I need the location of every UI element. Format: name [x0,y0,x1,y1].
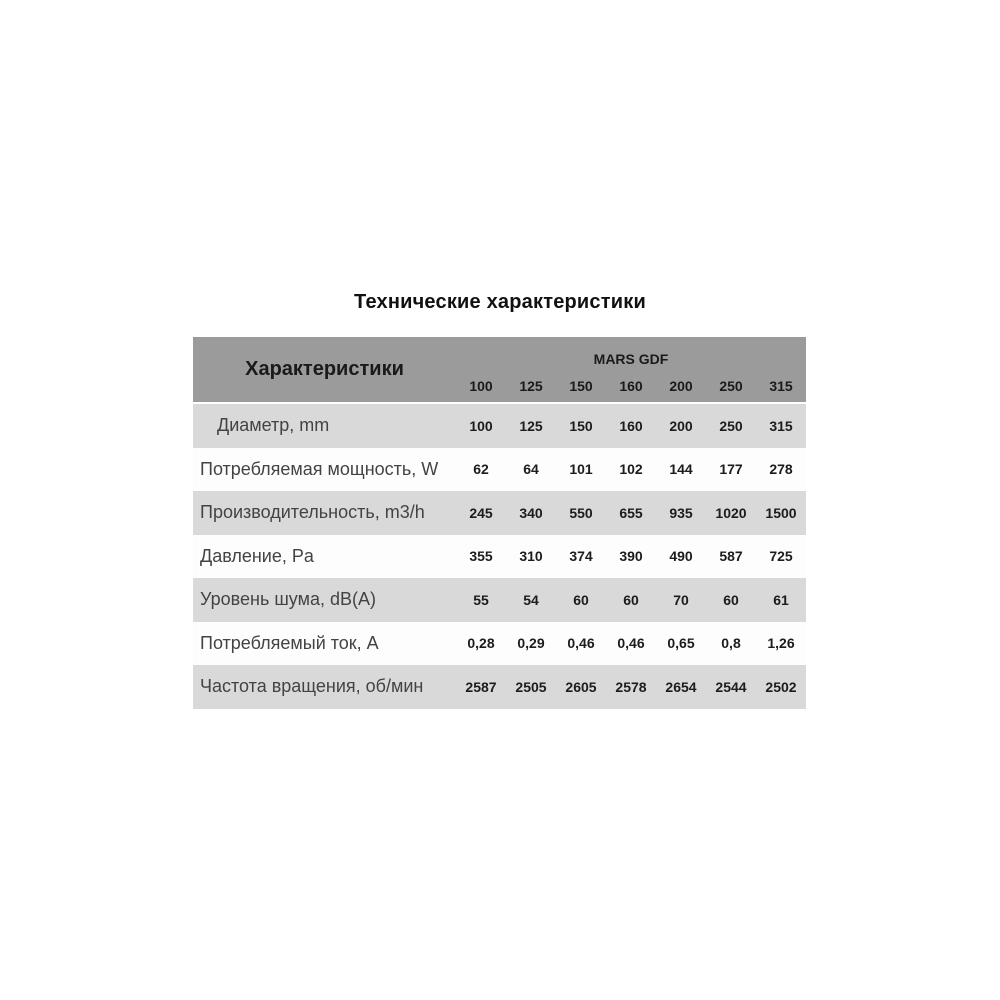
value-cell: 0,29 [517,635,545,652]
column-header-size: 200 [669,377,693,394]
value-cell: 390 [619,548,643,565]
value-cell: 278 [769,461,793,478]
table-row [193,622,806,666]
value-cell: 587 [719,548,743,565]
value-cell: 1020 [715,504,747,521]
column-header-characteristics: Характеристики [245,358,404,380]
value-cell: 2587 [465,678,497,695]
value-cell: 60 [623,591,639,608]
value-cell: 102 [619,461,643,478]
row-label: Уровень шума, dB(A) [200,589,376,610]
value-cell: 0,8 [721,635,741,652]
value-cell: 150 [569,417,593,434]
value-cell: 61 [773,591,789,608]
value-cell: 310 [519,548,543,565]
table-body [193,402,806,709]
value-cell: 374 [569,548,593,565]
column-header-size: 125 [519,377,543,394]
value-cell: 55 [473,591,489,608]
value-cell: 101 [569,461,593,478]
column-group-label-mars-gdf: MARS GDF [593,351,669,367]
row-label: Диаметр, mm [217,415,330,436]
value-cell: 2654 [665,678,697,695]
value-cell: 2578 [615,678,647,695]
value-cell: 2605 [565,678,597,695]
value-cell: 160 [619,417,643,434]
header-columns [456,369,806,402]
table-header [193,337,806,402]
value-cell: 725 [769,548,793,565]
value-cell: 177 [719,461,743,478]
value-cell: 62 [473,461,489,478]
row-label: Давление, Pa [200,545,314,566]
value-cell: 1500 [765,504,797,521]
value-cell: 355 [469,548,493,565]
table-row [193,535,806,579]
table-row [193,578,806,622]
value-cell: 2544 [715,678,747,695]
value-cell: 0,28 [467,635,495,652]
row-label: Потребляемый ток, A [200,632,379,653]
value-cell: 100 [469,417,493,434]
column-header-size: 250 [719,377,743,394]
row-label: Частота вращения, об/мин [200,676,424,697]
table-row [193,448,806,492]
row-label: Потребляемая мощность, W [200,458,439,479]
value-cell: 0,46 [617,635,645,652]
value-cell: 0,46 [567,635,595,652]
value-cell: 340 [519,504,543,521]
row-label: Производительность, m3/h [200,502,425,523]
value-cell: 550 [569,504,593,521]
value-cell: 2502 [765,678,797,695]
table-row [193,491,806,535]
value-cell: 935 [669,504,693,521]
value-cell: 54 [523,591,539,608]
value-cell: 250 [719,417,743,434]
value-cell: 70 [673,591,689,608]
value-cell: 64 [523,461,539,478]
column-header-size: 160 [619,377,643,394]
column-header-size: 315 [769,377,793,394]
column-header-size: 150 [569,377,593,394]
value-cell: 60 [723,591,739,608]
value-cell: 1,26 [767,635,795,652]
value-cell: 490 [669,548,693,565]
value-cell: 655 [619,504,643,521]
value-cell: 245 [469,504,493,521]
specs-table [193,337,806,709]
value-cell: 315 [769,417,793,434]
value-cell: 125 [519,417,543,434]
value-cell: 200 [669,417,693,434]
column-group [456,337,806,402]
value-cell: 144 [669,461,693,478]
column-header-size: 100 [469,377,493,394]
value-cell: 2505 [515,678,547,695]
table-row [193,665,806,709]
table-row [193,402,806,448]
value-cell: 60 [573,591,589,608]
page-title: Технические характеристики [354,291,646,313]
value-cell: 0,65 [667,635,695,652]
